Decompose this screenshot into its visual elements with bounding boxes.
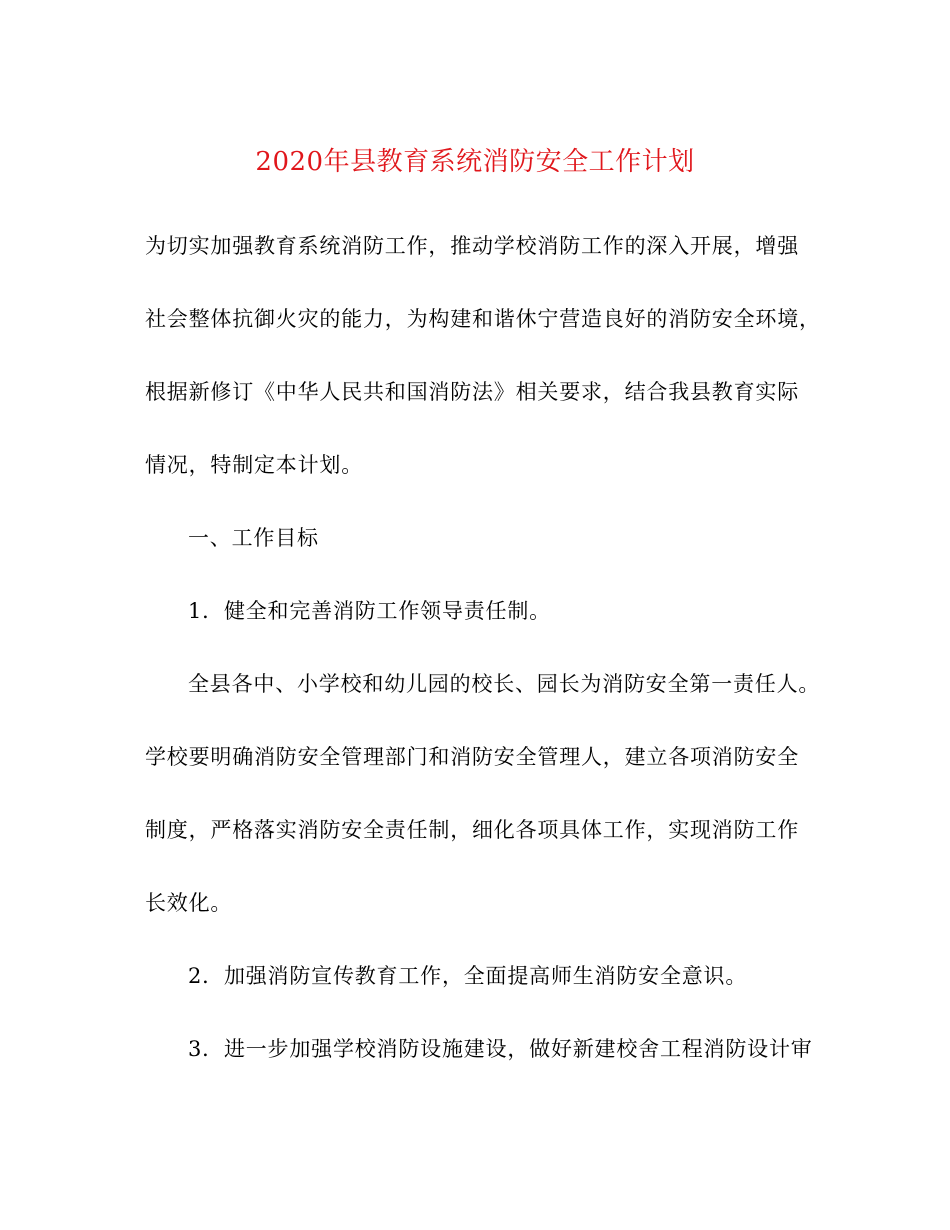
document-title: 2020年县教育系统消防安全工作计划	[255, 147, 695, 177]
list-item: 2．加强消防宣传教育工作，全面提高师生消防安全意识。	[188, 964, 748, 988]
paragraph-line: 根据新修订《中华人民共和国消防法》相关要求，结合我县教育实际	[145, 380, 799, 404]
paragraph-line: 学校要明确消防安全管理部门和消防安全管理人，建立各项消防安全	[145, 745, 799, 769]
section-heading: 一、工作目标	[188, 526, 319, 550]
paragraph-line: 制度，严格落实消防安全责任制，细化各项具体工作，实现消防工作	[145, 818, 799, 842]
paragraph-line: 全县各中、小学校和幼儿园的校长、园长为消防安全第一责任人。	[188, 672, 821, 696]
list-item: 1．健全和完善消防工作领导责任制。	[188, 599, 551, 623]
paragraph-line: 社会整体抗御火灾的能力，为构建和谐休宁营造良好的消防安全环境，	[145, 307, 821, 331]
paragraph-line: 长效化。	[145, 891, 233, 915]
list-item: 3．进一步加强学校消防设施建设，做好新建校舍工程消防设计审	[188, 1037, 813, 1061]
paragraph-line: 为切实加强教育系统消防工作，推动学校消防工作的深入开展，增强	[145, 234, 799, 258]
paragraph-line: 情况，特制定本计划。	[145, 453, 363, 477]
